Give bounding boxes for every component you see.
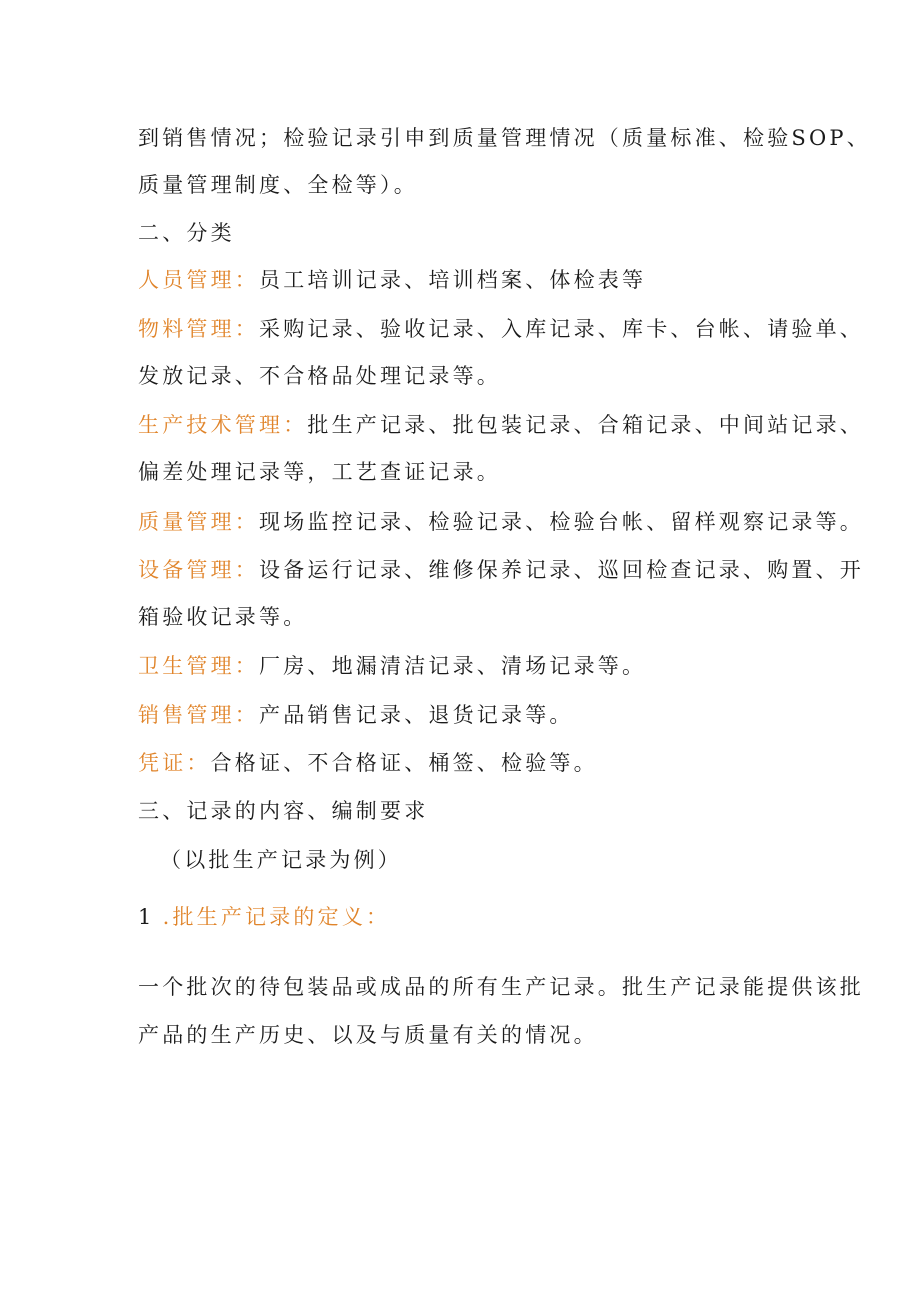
category-equipment bbox=[138, 556, 864, 584]
definition-line-1: 一个批次的待包装品或成品的所有生产记录。批生产记录能提供该批 bbox=[138, 975, 864, 999]
item-number: 1 bbox=[138, 905, 155, 929]
intro-line-2: 质量管理制度、全检等）。 bbox=[138, 173, 418, 197]
category-text: 采购记录、验收记录、入库记录、库卡、台帐、请验单、 bbox=[259, 317, 864, 341]
category-label: 卫生管理： bbox=[138, 654, 259, 678]
definition-line-2: 产品的生产历史、以及与质量有关的情况。 bbox=[138, 1023, 598, 1047]
category-label: 生产技术管理： bbox=[138, 413, 308, 437]
category-label: 设备管理： bbox=[138, 558, 259, 582]
category-certificates bbox=[138, 749, 598, 777]
category-production bbox=[138, 411, 864, 439]
item-1-heading bbox=[138, 903, 390, 931]
category-label: 人员管理： bbox=[138, 268, 259, 292]
category-label: 质量管理： bbox=[138, 510, 259, 534]
category-quality bbox=[138, 508, 864, 536]
category-label: 物料管理： bbox=[138, 317, 259, 341]
section-3-heading: 三、记录的内容、编制要求 bbox=[138, 799, 429, 823]
category-materials bbox=[138, 315, 864, 343]
category-text: 产品销售记录、退货记录等。 bbox=[259, 703, 574, 727]
category-hygiene bbox=[138, 652, 646, 680]
category-label: 凭证： bbox=[138, 751, 211, 775]
category-sales bbox=[138, 701, 574, 729]
category-label: 销售管理： bbox=[138, 703, 259, 727]
intro-line-1: 到销售情况；检验记录引申到质量管理情况（质量标准、检验SOP、 bbox=[138, 126, 871, 150]
section-2-heading: 二、分类 bbox=[138, 221, 235, 245]
category-text: 设备运行记录、维修保养记录、巡回检查记录、购置、开 bbox=[259, 558, 864, 582]
category-text: 合格证、不合格证、桶签、检验等。 bbox=[210, 751, 598, 775]
category-text: 现场监控记录、检验记录、检验台帐、留样观察记录等。 bbox=[259, 510, 864, 534]
category-text: 员工培训记录、培训档案、体检表等 bbox=[259, 268, 647, 292]
category-equipment-cont: 箱验收记录等。 bbox=[138, 605, 308, 629]
item-title: .批生产记录的定义： bbox=[162, 905, 391, 929]
category-materials-cont: 发放记录、不合格品处理记录等。 bbox=[138, 364, 501, 388]
category-production-cont: 偏差处理记录等，工艺查证记录。 bbox=[138, 460, 501, 484]
example-note: （以批生产记录为例） bbox=[160, 848, 402, 872]
category-text: 厂房、地漏清洁记录、清场记录等。 bbox=[259, 654, 647, 678]
category-personnel bbox=[138, 266, 646, 294]
category-text: 批生产记录、批包装记录、合箱记录、中间站记录、 bbox=[307, 413, 865, 437]
